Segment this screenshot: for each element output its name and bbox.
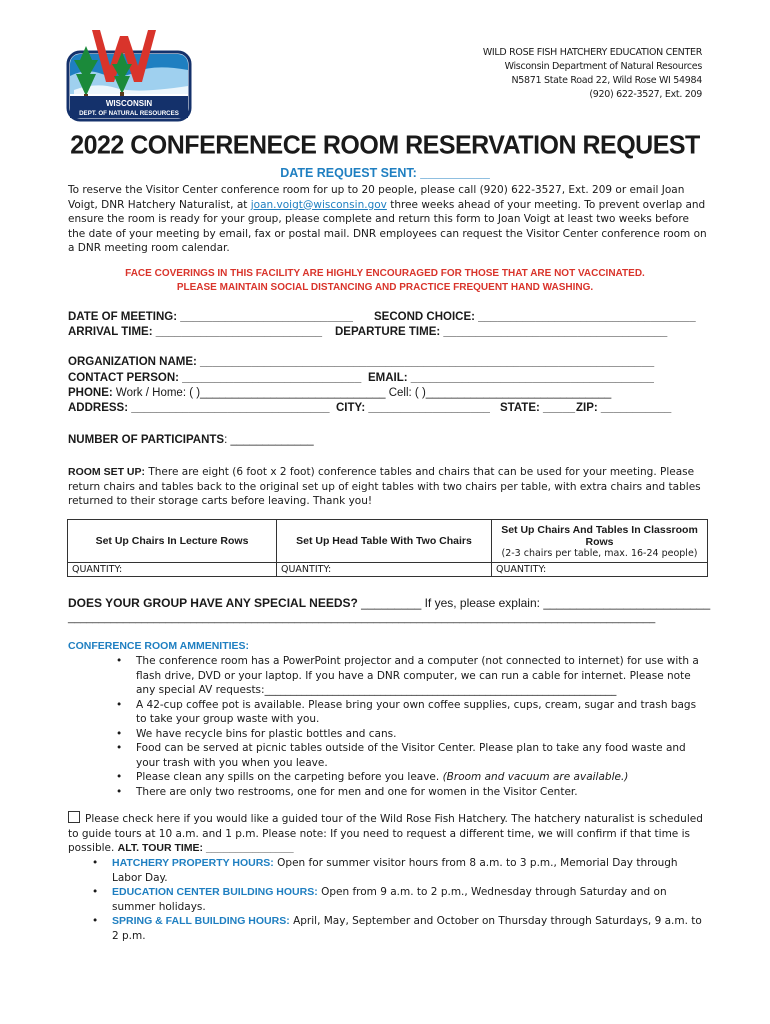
amenities-heading: CONFERENCE ROOM AMMENITIES: — [68, 640, 250, 652]
header-phone: (920) 622-3527, Ext. 209 — [589, 89, 702, 100]
intro-text-1: To reserve the Visitor Center conference room for up to 20 people, please call (920) 622-3527, Ext. 209 or email Joan Voigt, DNR Hatchery Naturalist, at — [68, 184, 685, 211]
logo-text-line1: WISCONSIN — [105, 99, 153, 108]
room-setup-text: There are eight (6 foot x 2 foot) conference tables and chairs that can be used for your meeting. Please return chairs and tables back to the original set up of eight tables with two chairs per table, with extra chairs and tables returned to their storage carts before leaving. Thank you! — [68, 466, 701, 507]
phone-blanks[interactable]: Work / Home: ( )_____________________________ Cell: ( )_____________________________ — [112, 387, 612, 399]
setup-classroom-note: (2-3 chairs per table, max. 16-24 people) — [501, 547, 698, 559]
special-needs-question: DOES YOUR GROUP HAVE ANY SPECIAL NEEDS? — [68, 596, 358, 610]
quantity-head-table[interactable]: QUANTITY: — [277, 563, 492, 577]
tour-checkbox[interactable] — [68, 811, 80, 823]
amenity-item: • Food can be served at picnic tables outside of the Visitor Center. Please plan to take any food waste and your trash with you when you leave. — [116, 741, 708, 770]
hours-label: HATCHERY PROPERTY HOURS: — [112, 857, 274, 869]
wisconsin-dnr-logo — [66, 30, 194, 122]
spill-text: Please clean any spills on the carpeting before you leave. — [136, 771, 443, 783]
amenity-item: • There are only two restrooms, one for men and one for women in the Visitor Center. — [116, 785, 708, 800]
header-address-block — [483, 46, 702, 102]
setup-lecture-rows-header: Set Up Chairs In Lecture Rows — [68, 520, 277, 563]
state-field[interactable]: STATE: _____ — [500, 402, 575, 414]
participants-label: NUMBER OF PARTICIPANTS — [68, 434, 225, 446]
hours-label: SPRING & FALL BUILDING HOURS: — [112, 915, 290, 927]
tour-paragraph — [68, 811, 708, 856]
amenity-item: • The conference room has a PowerPoint projector and a computer (not connected to internet) for use with a flash drive, DVD or your laptop. If you have a DNR computer, we can run a cable for internet. Please note any special AV requests:___________________________________________________________________ — [116, 654, 708, 698]
address-field[interactable]: ADDRESS: _______________________________ — [68, 402, 330, 414]
participants-blank[interactable]: : _____________ — [224, 434, 314, 446]
amenity-item: • A 42-cup coffee pot is available. Please bring your own coffee supplies, cups, cream, sugar and trash bags to take your group waste with you. — [116, 698, 708, 727]
email-field[interactable]: EMAIL: ______________________________________ — [368, 372, 654, 384]
hours-label: EDUCATION CENTER BUILDING HOURS: — [112, 886, 318, 898]
special-needs-line2[interactable]: ________________________________________________________________________________________________ — [68, 612, 656, 624]
hours-text: April, May, September and October on Thursday through Saturdays, 9 a.m. to 2 p.m. — [112, 915, 702, 942]
header-dept: Wisconsin Department of Natural Resources — [504, 61, 702, 72]
special-needs-field[interactable] — [68, 596, 710, 610]
amenity-item: • We have recycle bins for plastic bottles and cans. — [116, 727, 708, 742]
contact-person-field[interactable]: CONTACT PERSON: ____________________________ — [68, 372, 362, 384]
date-request-sent[interactable]: DATE REQUEST SENT: __________ — [280, 166, 490, 180]
setup-head-table-header: Set Up Head Table With Two Chairs — [277, 520, 492, 563]
intro-paragraph — [68, 183, 708, 256]
special-needs-explain[interactable]: If yes, please explain: _________________________ — [424, 596, 711, 610]
hours-item-hatchery — [92, 856, 708, 885]
quantity-classroom-rows[interactable]: QUANTITY: — [492, 563, 708, 577]
hours-text: Open for summer visitor hours from 8 a.m. to 3 p.m., Memorial Day through Labor Day. — [112, 857, 678, 884]
city-field[interactable]: CITY: ___________________ — [336, 402, 490, 414]
notice-line2: PLEASE MAINTAIN SOCIAL DISTANCING AND PRACTICE FREQUENT HAND WASHING. — [176, 282, 594, 293]
setup-classroom-title: Set Up Chairs And Tables In Classroom Rows — [501, 523, 698, 548]
participants-field[interactable] — [68, 434, 314, 446]
second-choice-field[interactable]: SECOND CHOICE: __________________________________ — [374, 311, 696, 323]
amenities-list — [116, 654, 708, 799]
zip-field[interactable]: ZIP: ___________ — [576, 402, 672, 414]
phone-label: PHONE: — [68, 387, 113, 399]
logo-text-line2: DEPT. OF NATURAL RESOURCES — [79, 110, 179, 117]
notice-line1: FACE COVERINGS IN THIS FACILITY ARE HIGHLY ENCOURAGED FOR THOSE THAT ARE NOT VACCINATED. — [125, 268, 645, 279]
hours-item-education-center — [92, 885, 708, 914]
header-org: WILD ROSE FISH HATCHERY EDUCATION CENTER — [482, 47, 702, 58]
arrival-time-field[interactable]: ARRIVAL TIME: __________________________ — [68, 326, 323, 338]
departure-time-field[interactable]: DEPARTURE TIME: ___________________________________ — [335, 326, 668, 338]
alt-tour-time-field[interactable]: ALT. TOUR TIME: _______________ — [117, 842, 294, 854]
hours-list — [92, 856, 708, 943]
hours-text: Open from 9 a.m. to 2 p.m., Wednesday through Saturday and on summer holidays. — [112, 886, 667, 913]
quantity-lecture-rows[interactable]: QUANTITY: — [68, 563, 277, 577]
intro-text-2: three weeks ahead of your meeting. To prevent overlap and ensure the room is ready for your group, please complete and return this form to Joan Voigt at least two weeks before the date of your meeting by email, fax or postal mail. DNR employees can request the Visitor Center conference room on a DNR meeting room calendar. — [68, 198, 707, 254]
page-title: 2022 CONFERENECE ROOM RESERVATION REQUEST — [70, 130, 700, 160]
setup-options-table — [67, 519, 708, 577]
tour-text: Please check here if you would like a guided tour of the Wild Rose Fish Hatchery. The hatchery naturalist is scheduled to guide tours at 10 a.m. and 1 p.m. Please note: If you need to request a different time, we will confirm if that time is possible. — [68, 813, 703, 854]
setup-classroom-rows-header — [492, 520, 708, 563]
header-address: N5871 State Road 22, Wild Rose WI 54984 — [511, 75, 702, 86]
organization-name-field[interactable]: ORGANIZATION NAME: _______________________________________________________________________ — [68, 356, 655, 368]
hours-item-spring-fall — [92, 914, 708, 943]
date-of-meeting-field[interactable]: DATE OF MEETING: ___________________________ — [68, 311, 353, 323]
email-link[interactable]: joan.voigt@wisconsin.gov — [250, 198, 387, 211]
special-needs-blank[interactable]: _________ — [357, 596, 425, 610]
spill-italic: (Broom and vacuum are available.) — [442, 771, 629, 783]
phone-field[interactable] — [68, 387, 611, 399]
amenity-item-spills — [116, 770, 708, 785]
room-setup-label: ROOM SET UP: — [68, 466, 146, 478]
room-setup-paragraph — [68, 465, 708, 509]
covid-notice — [68, 267, 702, 295]
